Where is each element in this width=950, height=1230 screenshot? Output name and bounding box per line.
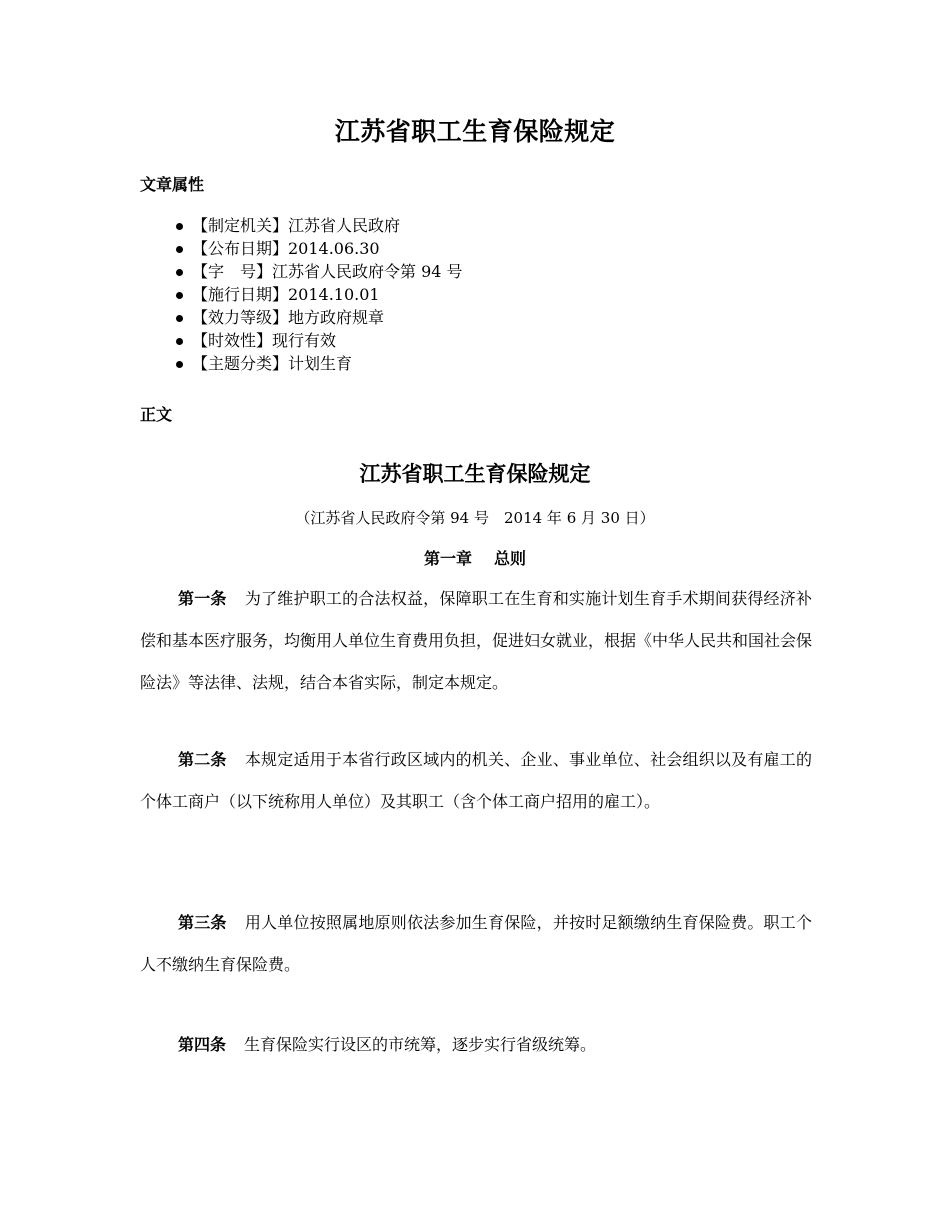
properties-heading: 文章属性 <box>140 175 205 194</box>
bullet-icon <box>176 315 183 322</box>
page-title: 江苏省职工生育保险规定 <box>334 117 616 146</box>
bullet-icon <box>176 246 183 253</box>
bullet-icon <box>176 269 183 276</box>
chapter-title: 总则 <box>494 549 527 568</box>
property-text: 【公布日期】2014.06.30 <box>192 239 380 258</box>
property-text: 【字 号】江苏省人民政府令第 94 号 <box>192 262 463 281</box>
article-label: 第二条 <box>178 750 227 769</box>
property-item <box>140 306 463 329</box>
bullet-icon <box>176 223 183 230</box>
document-title: 江苏省职工生育保险规定 <box>359 462 591 486</box>
property-item <box>140 214 463 237</box>
article-text: 本规定适用于本省行政区域内的机关、企业、事业单位、社会组织以及有雇工的个体工商户（以下统称用人单位）及其职工（含个体工商户招用的雇工）。 <box>140 750 812 811</box>
article-label: 第三条 <box>178 913 227 932</box>
article-label: 第四条 <box>178 1035 227 1054</box>
bullet-icon <box>176 292 183 299</box>
property-text: 【主题分类】计划生育 <box>192 354 353 373</box>
property-text: 【施行日期】2014.10.01 <box>192 285 380 304</box>
article-2 <box>140 739 812 823</box>
bullet-icon <box>176 361 183 368</box>
properties-list <box>140 214 463 375</box>
article-text: 用人单位按照属地原则依法参加生育保险，并按时足额缴纳生育保险费。职工个人不缴纳生育保险费。 <box>140 913 812 974</box>
article-3 <box>140 902 812 986</box>
property-text: 【时效性】现行有效 <box>192 331 337 350</box>
article-4 <box>140 1024 812 1066</box>
property-item <box>140 329 463 352</box>
article-label: 第一条 <box>178 589 227 608</box>
article-text: 为了维护职工的合法权益，保障职工在生育和实施计划生育手术期间获得经济补偿和基本医疗服务，均衡用人单位生育费用负担，促进妇女就业，根据《中华人民共和国社会保险法》等法律、法规，结合本省实际，制定本规定。 <box>140 589 813 692</box>
property-item <box>140 283 463 306</box>
property-item <box>140 260 463 283</box>
article-text: 生育保险实行设区的市统筹，逐步实行省级统筹。 <box>244 1035 597 1054</box>
property-text: 【效力等级】地方政府规章 <box>192 308 385 327</box>
property-item <box>140 237 463 260</box>
document-subtitle: （江苏省人民政府令第 94 号 2014 年 6 月 30 日） <box>295 509 655 527</box>
chapter-number: 第一章 <box>423 549 472 568</box>
property-text: 【制定机关】江苏省人民政府 <box>192 216 401 235</box>
chapter-heading <box>0 546 950 569</box>
article-1 <box>140 578 812 704</box>
property-item <box>140 352 463 375</box>
body-heading: 正文 <box>140 405 173 424</box>
bullet-icon <box>176 338 183 345</box>
